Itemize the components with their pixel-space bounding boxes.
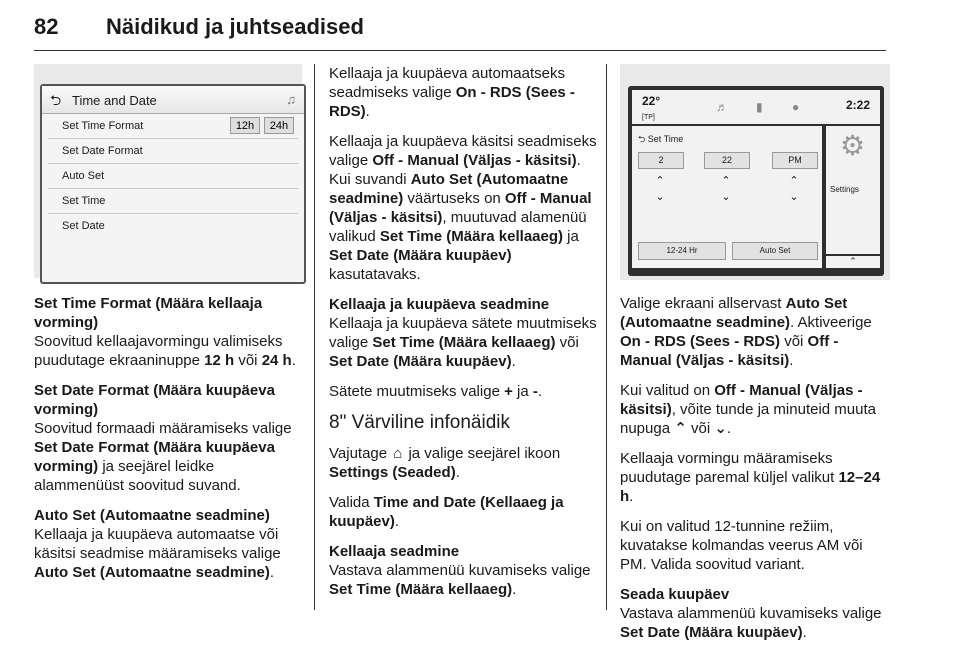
bold-text: Off - Manual (Väljas - käsitsi) [329, 190, 592, 226]
text: Kellaaja ja kuupäeva käsitsi seadmiseks valige [329, 133, 597, 169]
ampm-field: PM [772, 152, 818, 169]
page-number: 82 [34, 14, 59, 39]
section-heading: Auto Set (Automaatne seadmine) [34, 507, 270, 524]
paragraph [329, 295, 599, 371]
set-time-label: Set Time [647, 134, 684, 144]
auto-set-button[interactable]: Auto Set [732, 242, 818, 260]
screen-header [42, 86, 304, 114]
column-divider [314, 64, 315, 610]
bold-text: Off - Manual (Väljas - käsitsi) [372, 152, 577, 169]
bold-text: Set Time (Määra kellaaeg) [329, 581, 513, 598]
text: või [555, 334, 579, 351]
menu-item-auto-set[interactable] [48, 164, 298, 189]
paragraph [329, 493, 599, 531]
gear-icon: ⚙ [840, 130, 866, 161]
menu-item-set-date-format[interactable] [48, 139, 298, 164]
text: või [780, 333, 808, 350]
text: või [686, 420, 715, 437]
text: , võite tunde ja minuteid muuta nupuga [620, 401, 876, 437]
paragraph [329, 444, 599, 482]
text: . [726, 420, 732, 437]
text: . [802, 624, 807, 641]
bold-text: Auto Set (Automaatne seadmine) [34, 564, 270, 581]
24h-button[interactable]: 24h [264, 117, 294, 134]
text: Sätete muutmiseks valige [329, 383, 505, 400]
menu-item-label: Set Time [62, 195, 106, 207]
screen-set-time [628, 86, 884, 276]
temperature: 22° [642, 94, 661, 108]
menu-item-set-time[interactable] [48, 189, 298, 214]
paragraph [329, 64, 599, 121]
menu-item-label: Auto Set [62, 170, 105, 182]
collapse-handle[interactable] [826, 256, 880, 268]
bold-text: On - RDS (Sees - RDS) [620, 333, 781, 350]
chevron-up-icon: ⌃ [849, 256, 857, 266]
text: . [269, 564, 275, 581]
text: kasutatavaks. [329, 266, 421, 283]
bold-text: On - RDS (Sees - RDS) [329, 84, 575, 120]
paragraph [34, 294, 302, 370]
audio-icon[interactable]: ♬ [716, 100, 728, 114]
text: Vajutage [329, 445, 392, 462]
bold-text: Set Date Format (Määra kuupäeva vorming) [34, 439, 275, 475]
page-title: Näidikud ja juhtseadised [106, 14, 364, 39]
text: Kui valitud on [620, 382, 715, 399]
menu-item-label: Set Date Format [62, 145, 143, 157]
paragraph [620, 294, 888, 370]
settings-label: Settings [830, 185, 859, 194]
text: . [537, 383, 543, 400]
bold-text: Auto Set (Automaatne seadmine) [620, 295, 848, 331]
back-arrow-icon[interactable]: ⮌ [638, 134, 648, 144]
bold-text: Set Date (Määra kuupäev) [329, 247, 512, 264]
text: . Kui suvandi [329, 152, 581, 188]
menu-item-label: Set Date [62, 220, 105, 232]
bold-text: Time and Date (Kellaaeg ja kuupäev) [329, 494, 564, 530]
text: Kellaaja ja kuupäeva automaatse või käsitsi seadmise määramiseks valige [34, 526, 281, 562]
column-2 [329, 64, 599, 610]
bold-text: 12 h [204, 352, 235, 369]
section-heading: Kellaaja ja kuupäeva seadmine [329, 296, 550, 313]
section-heading: Kellaaja seadmine [329, 543, 460, 560]
page-header [34, 12, 886, 51]
menu-item-set-time-format[interactable] [48, 114, 298, 139]
navigation-icon[interactable]: ● [792, 100, 800, 114]
text: . [629, 488, 634, 505]
minute-field: 22 [704, 152, 750, 169]
text: või [234, 352, 262, 369]
ampm-up-arrow-icon[interactable]: ⌃ [789, 175, 799, 187]
text: , muutuvad alamenüü valikud [329, 209, 587, 245]
status-bar [632, 90, 880, 124]
text: Soovitud formaadi määramiseks valige [34, 420, 292, 437]
hour-field: 2 [638, 152, 684, 169]
12h-button[interactable]: 12h [230, 117, 260, 134]
set-time-title [638, 130, 683, 149]
column-divider [606, 64, 607, 610]
bold-text: Set Date (Määra kuupäev) [620, 624, 803, 641]
minute-up-arrow-icon[interactable]: ⌃ [721, 175, 731, 187]
tp-indicator: [TP] [642, 114, 655, 121]
bold-text: Settings (Seaded) [329, 464, 456, 481]
back-arrow-icon[interactable]: ⮌ [50, 92, 62, 108]
bold-text: Set Time (Määra kellaaeg) [379, 228, 564, 245]
column-3 [620, 64, 888, 653]
bold-text: + [504, 383, 513, 400]
paragraph [620, 585, 888, 642]
text: Valida [329, 494, 374, 511]
bold-text: 24 h [261, 352, 292, 369]
bold-text: Set Time (Määra kellaaeg) [372, 334, 556, 351]
paragraph [34, 506, 302, 582]
paragraph [34, 381, 302, 495]
text: Vastava alammenüü kuvamiseks valige [620, 605, 882, 622]
menu-item-label: Set Time Format [62, 120, 144, 132]
column-1 [34, 64, 302, 593]
paragraph [620, 381, 888, 438]
text: . [789, 352, 794, 369]
text: Soovitud kellaajavormingu valimiseks puudutage ekraaninuppe [34, 333, 283, 369]
bold-text: 12–24 h [620, 469, 881, 505]
settings-panel[interactable] [826, 126, 880, 254]
bold-text: Auto Set (Automaatne seadmine) [329, 171, 569, 207]
hour-up-arrow-icon[interactable]: ⌃ [655, 175, 665, 187]
text: . [511, 353, 516, 370]
text: Vastava alammenüü kuvamiseks valige [329, 562, 591, 579]
paragraph [329, 382, 599, 401]
text: väärtuseks on [403, 190, 505, 207]
menu-item-set-date[interactable] [48, 214, 298, 238]
minute-down-arrow-icon[interactable]: ⌄ [721, 191, 731, 203]
ampm-down-arrow-icon[interactable]: ⌄ [789, 191, 799, 203]
text: Kellaaja ja kuupäeva sätete muutmiseks valige [329, 315, 597, 351]
text: ja seejärel leidke alammenüüst soovitud suvand. [34, 458, 241, 494]
section-heading: Set Date Format (Määra kuupäeva vorming) [34, 382, 275, 418]
text: . [455, 464, 460, 481]
paragraph [329, 542, 599, 599]
set-time-panel [632, 126, 822, 268]
text: ja [512, 383, 533, 400]
paragraph [620, 449, 888, 506]
home-icon: ⌂ [393, 445, 403, 462]
text: Kellaaja vormingu määramiseks puudutage paremal küljel valikut [620, 450, 839, 486]
paragraph [329, 132, 599, 284]
text: ja [563, 228, 579, 245]
text: . Aktiveerige [790, 314, 872, 331]
section-heading: Set Time Format (Määra kellaaja vorming) [34, 295, 263, 331]
text: . [365, 103, 370, 120]
text: . [291, 352, 296, 369]
12-24-hr-button[interactable]: 12-24 Hr [638, 242, 726, 260]
bold-text: - [532, 383, 538, 400]
clock: 2:22 [845, 98, 870, 112]
screen-time-and-date [40, 84, 306, 284]
bold-text: Off - Manual (Väljas - käsitsi) [620, 333, 839, 369]
bold-text: Set Date (Määra kuupäev) [329, 353, 512, 370]
bold-text: Off - Manual (Väljas - käsitsi) [620, 382, 863, 418]
section-heading: Seada kuupäev [620, 586, 730, 603]
music-note-icon: ♫ [286, 92, 296, 107]
hour-down-arrow-icon[interactable]: ⌄ [655, 191, 665, 203]
text: Kellaaja ja kuupäeva automaatseks seadmiseks valige [329, 65, 565, 101]
chevron-down-icon: ⌄ [714, 420, 727, 437]
screenshot-time-and-date [34, 64, 302, 278]
section-title: 8" Värviline infonäidik [329, 412, 511, 433]
text: ja valige seejärel ikoon [404, 445, 561, 462]
phone-icon[interactable]: ▮ [756, 100, 763, 114]
screen-title: Time and Date [72, 93, 157, 108]
chevron-up-icon: ⌃ [674, 420, 687, 437]
text: . [512, 581, 517, 598]
screenshot-set-time [620, 64, 890, 280]
paragraph: Kui on valitud 12-tunnine režiim, kuvatakse kolmandas veerus AM või PM. Valida soovitud variant. [620, 518, 863, 573]
text: . [394, 513, 400, 530]
text: Valige ekraani allservast [620, 295, 786, 312]
